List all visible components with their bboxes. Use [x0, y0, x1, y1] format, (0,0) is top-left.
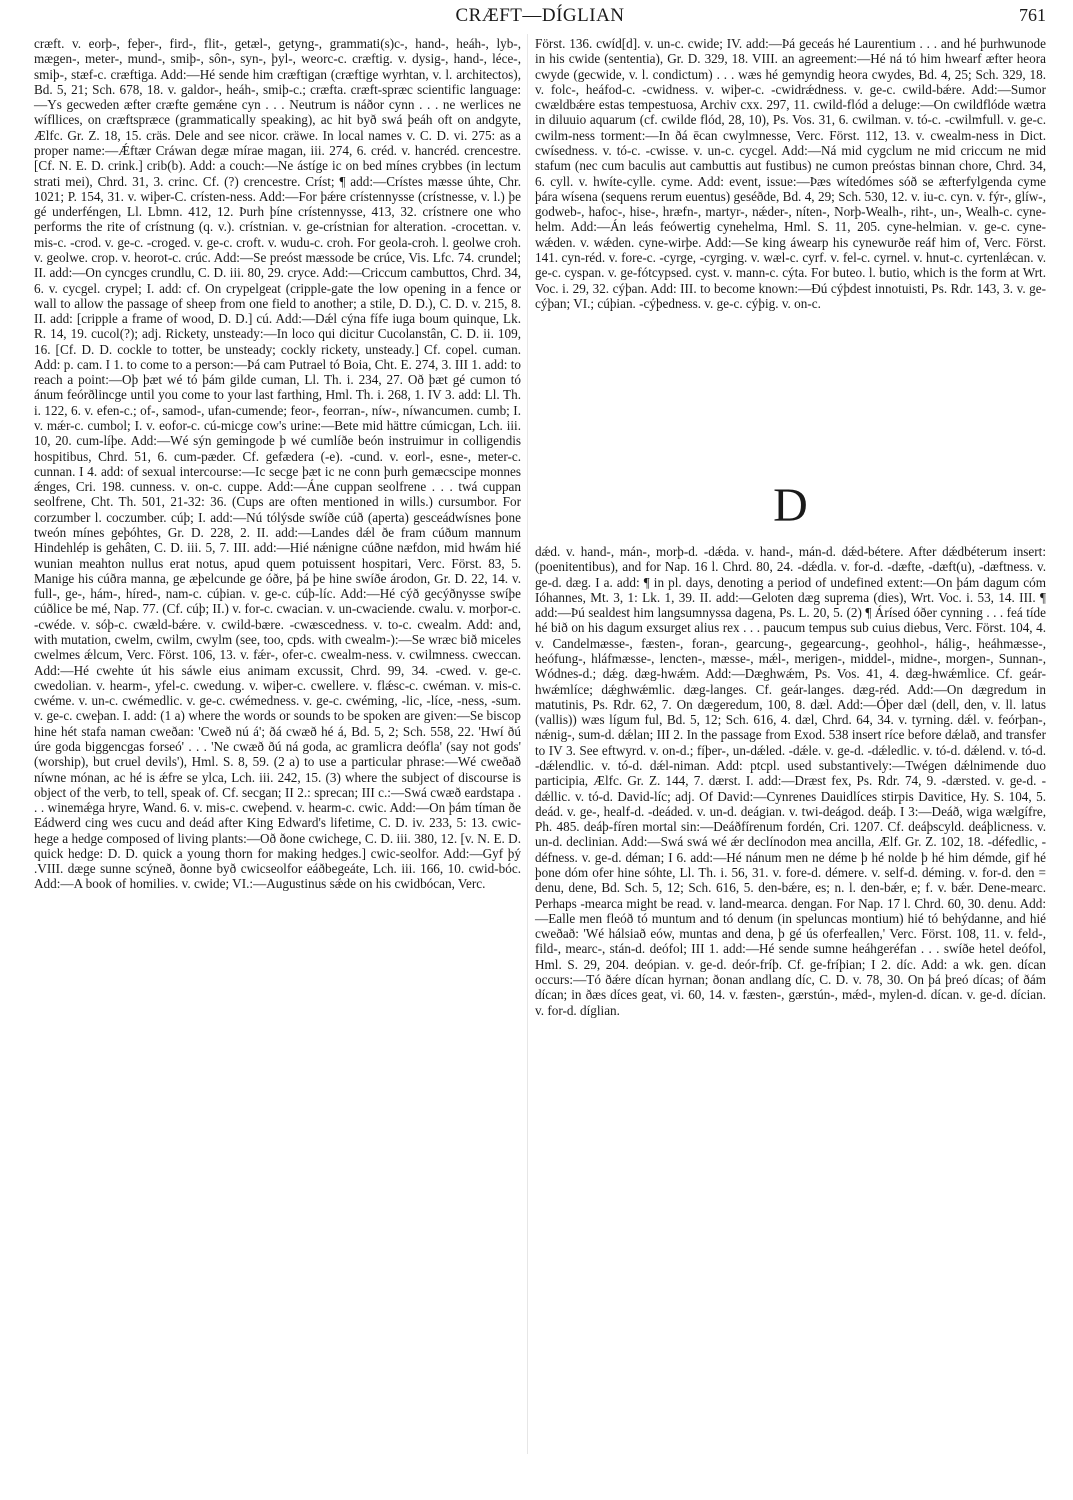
right-column [535, 36, 1046, 1018]
left-column-entries: cræft. v. eorþ-, feþer-, fird-, flit-, getæl-, getyng-, grammati(s)c-, hand-, heáh-, lyb-, mægen-, meter-, mund-, smiþ-, sôn-, syn-, þyl-, weorc-c. cræftig. v. dysig-, hand-, léce-, smiþ-, stæf-c. cræftiga. Add:—Hé sende him cræftigan (cræftige wyrhtan, v. l. architectos), Bd. 5, 21; Sch. 678, 18. v. galdor-, heáh-, smiþ-c.; cræfta. cræft-spræc scientific language:—Ys gecweden æfter cræfte gemǽne cyn . . . Neutrum is náðor cynn . . . ne werlices ne wífllices, on cræftspræce (grammatically speaking), ac hit byð swá þeáh oft on andgyte, Ælfc. Gr. Z. 18, 15. cräs. Dele and see nicor. cräwe. In local names v. C. D. vi. 275: as a proper name:—Ǽftær Cráwan degæ mírae magan, iii. 274, 6. créd. v. hancréd. crencestre. [Cf. N. E. D. crink.] crib(b). Add: a couch:—Ne ástíge ic on bed mínes crybbes (in lectum strati mei), Chrd. 31, 3. crinc. Cf. (?) crencestre. Críst; ¶ add:—Crístes mæsse úhte, Chr. 1021; P. 154, 31. v. wiþer-C. crísten-ness. Add:—For þǽre crístennysse (crístnesse, v. l.) þe gé underféngen, Ll. Lbmn. 412, 12. Þurh þíne crístennysse, 413, 32. crístnere one who performs the rite of crístnung (q. v.). crístnian. v. ge-crístnian for alteration. -crocettan. v. mis-c. -crod. v. ge-c. -croged. v. ge-c. croft. v. wudu-c. croh. For geola-croh. l. geolwe croh. v. geolwe. crop. v. heorot-c. crúc. Add:—Se preóst mæssode be crúce, Vis. Lfc. 74. crundel; II. add:—On cyncges crundlu, C. D. iii. 80, 29. cryce. Add:—Criccum cambuttos, Chrd. 34, 6. v. cycgel. crypel; I. add: cf. On crypelgeat (cripple-gate the low opening in a fence or wall to allow the passage of sheep from one field to another; a stile, D. D.), C. D. v. 215, 8. II. add: [cripple a frame of wood, D. D.] cú. Add:—Dǽl cýna fífe iuga boum quinque, Lk. R. 14, 19. cucol(?); adj. Rickety, unsteady:—In loco qui dicitur Cucolanstân, C. D. ii. 109, 16. [Cf. D. D. cockle to totter, be unsteady; cockly rickety, unsteady.] Cf. copel. cuman. Add: p. cam. I 1. to come to a person:—Þá cam Putrael tó Boia, Cht. E. 274, 3. III 1. add: to reach a point:—Oþ þæt wé tó þám gilde cuman, Ll. Th. i. 234, 27. Oð þæt gé cumon tó ánum feórðlincge until you come to your last farthing, Hml. Th. i. 268, 1. IV 3. add: Ll. Th. i. 122, 6. v. efen-c.; of-, samod-, ufan-cumende; feor-, feorran-, níw-, níwancumen. cumb; I. v. mǽr-c. cumbol; I. v. eofor-c. cú-micge cow's urine:—Bete mid hättre cúmicgan, Lch. iii. 10, 20. cum-líþe. Add:—Wé sýn gemingode þ wé cumlíðe beón instruimur in colligendis hospitibus, Chrd. 51, 6. cum-pæder. Cf. gefædera (-e). -cund. v. eorl-, esne-, meter-c. cunnan. I 4. add: of sexual intercourse:—Ic secge þæt ic ne conn þurh gemæcscipe monnes ǽnges, Cri. 198. cunness. v. on-c. cuppe. Add:—Áne cuppan seolfrene . . . twá cuppan seolfrene, Cht. Th. 501, 21-32: 36. (Cups are often mentioned in wills.) cursumbor. For corzumber l. coczumber. cúþ; I. add:—Nú tólýsde swíðe cúð (aperta) gesceádwísnes þone tweón mínes geþóhtes, Gr. D. 228, 2. II. add:—Landes dǽl ðe fram cúðum mannum Hindehlép is gehâten, C. D. iii. 5, 7. III. add:—Hié nǽnigne cúðne næfdon, mid hwám hié wunian meahton nullus erat notus, apud quem potuissent hospitari, Verc. Först. 83, 5. Manige his cúðra manna, ge æþelcunde ge óðre, þá þe hine swíðe árodon, Gr. D. 22, 14. v. full-, ge-, hám-, híred-, nam-c. cúþian. v. ge-c. cúþ-líc. Add:—Hé cýð gecýðnysse swíþe cúðlice be mé, Nap. 77. (Cf. cúþ; II.) v. for-c. cwacian. v. un-cwaciende. cwalu. v. morþor-c. -cwéde. v. sóþ-c. cwæld-bǽre. v. cwild-bære. -cwæscedness. v. to-c. cwealm. Add: and, with mutation, cwelm, cwilm, cwylm (see, too, cpds. with cwealm-):—Se wræc bið miceles cwelmes ǽlcum, Verc. Först. 106, 13. v. fǽr-, ofer-c. cwealm-ness. v. cwilmness. cweccan. Add:—Hé cwehte út his sáwle eius animam excussit, Chrd. 99, 34. -cwed. v. ge-c. cwedolian. v. hearm-, yfel-c. cwedung. v. wiþer-c. cwellere. v. flǽsc-c. cwéman. v. mis-c. cwéme. v. un-c. cwémedlic. v. ge-c. cwémedness. v. ge-c. cwéming, -lic, -líce, -ness, -sum. v. ge-c. cweþan. I. add: (1 a) where the words or sounds to be spoken are given:—Se biscop hine hét stafa naman cweðan: 'Cweð nú á'; ðá cwæð hé á, Bd. 5, 2; Sch. 558, 22. 'Hwí ðú úre goda biggencgas forseó' . . . 'Ne cwæð ðú ná goda, ac gramlicra deófla' (say not gods' (worship), but cruel devils'), Hml. S. 8, 59. (2 a) to use a particular phrase:—Wé cweðað níwne mónan, ac hé is ǽfre se ylca, Lch. iii. 242, 15. (3) where the subject of discourse is object of the verb, to tell, speak of. Cf. secgan; II 2.: sprecan; III c.:—Swá cwæð eardstapa . . . winemǽga hryre, Wand. 6. v. mis-c. cweþend. v. hearm-c. cwic. Add:—On þám tíman ðe Eádwerd cing wes cucu and deád after King Edward's lifetime, C. D. iv. 233, 5: 13. cwic-hege a hedge composed of living plants:—Oð ðone cwichege, C. D. iii. 380, 12. [v. N. E. D. quick hedge: D. D. quick a young thorn for making hedges.] cwic-seolfor. Add:—Gyf þý .VIII. dæge sunne scýneð, ðonne byð cwicseolfor eáðbegeáte, Lch. iii. 166, 10. cwid-bóc. Add:—A book of homilies. v. cwide; VI.:—Augustinus sǽde on his cwidbócan, Verc. [34, 36, 521, 892]
left-column [34, 36, 521, 892]
column-divider [527, 34, 528, 1454]
right-column-entries-bottom: dǽd. v. hand-, mán-, morþ-d. -dǽda. v. hand-, mán-d. dǽd-bétere. After dǽdbéterum insert: (poenitentibus), and for Nap. 16 l. Chrd. 80, 24. -dǽdla. v. for-d. -dæfte, -dæft(u), -dæftness. v. ge-d. dæg. I a. add: ¶ in pl. days, denoting a period of undefined extent:—On þám dagum cóm Ióhannes, Mt. 3, 1: Lk. 1, 39. II. add:—Geloten dæg suprema (dies), Wrt. Voc. i. 53, 14. III. ¶ add:—Þú sealdest him langsumnyssa dagena, Ps. L. 20, 5. (2) ¶ Árísed óðer cynning . . . feá tíde hé bið on his dagum exsurget alius rex . . . paucum tempus sub cuius diebus, Verc. Först. 104, 4. v. Candelmæsse-, fæsten-, foran-, gearcung-, gegearcung-, geohhol-, hálig-, heáhmæsse-, heófung-, hláfmæsse-, lencten-, mæsse-, mǽl-, merigen-, middel-, midne-, morgen-, Sunnan-, Wódnes-d.; dǽg. dæg-hwǽm. Add:—Dæghwǽm, Ps. Vos. 41, 4. dæg-hwǽmlice. Cf. geár-hwǽmlíce; dǽghwǽmlic. dæg-langes. Cf. geár-langes. dæg-réd. Add:—On dægredum in matutinis, Ps. Rdr. 62, 7. On dægeredum, 100, 8. dæl. Add:—Óþer dæl (dell, den, v. ll. latus (vallis)) wæs lígum ful, Bd. 5, 12; Sch. 616, 4. dæl, Chrd. 64, 34. v. tyrning. dǽl. v. feórþan-, nǽnig-, sum-d. dǽlan; III 2. In the passage from Exod. 538 insert ríce before dǽlað, and transfer to IV 3. See eftwyrd. v. on-d.; fíþer-, un-dǽled. -dǽle. v. ge-d. -dǽledlic. v. tó-d. dǽlend. v. tó-d. -dǽlendlic. v. tó-d. dǽl-niman. Add: ptcpl. used substantively:—Twégen dǽlnimende duo participia, Ælfc. Gr. Z. 144, 7. dærst. I. add:—Dræst fex, Ps. Rdr. 74, 9. -dærsted. v. ge-d. -dǽllic. v. tó-d. David-líc; adj. Of David:—Cynrenes Dauidlíces stirpis Davitice, Hy. S. 104, 5. deád. v. ge-, healf-d. -deáded. v. un-d. deágian. v. twi-deágod. deáþ. I 3:—Deáð, wiga wælgífre, Ph. 485. deáþ-fíren mortal sin:—Deáðfírenum fordén, Cri. 1207. Cf. deáþscyld. deáþlicness. v. un-d. declinian. Add:—Swá swá wé ǽr declínodon mea ancilla, Ælf. Gr. Z. 102, 18. -défedlic, -défness. v. ge-d. déman; I 6. add:—Hé nánum men ne déme þ hé nolde þ hé him démde, gif hé þone dóm ofer hine sóhte, Ll. Th. i. 56, 31. v. fore-d. démere. v. self-d. déming. v. for-d. den = denu, dene, Bd. Sch. 5, 12; Sch. 616, 5. den-bǽre, es; n. l. den-bǽr, e; f. v. bǽr. Dene-mearc. Perhaps -mearca might be read. v. land-mearca. dengan. For Nap. 17 l. Chrd. 60, 30. denu. Add:—Ealle men fleóð tó muntum and tó denum (in speluncas montium) hié tó behýdanne, and hié cweðað: 'Wé hálsiað eów, muntas and dena, þ gé ús oferfeallen,' Verc. Först. 108, 11. v. feld-, fild-, mearc-, stán-d. deófol; III 1. add:—Hé sende sumne heáhgeréfan . . . swíðe hetel deófol, Hml. S. 29, 204. deópian. v. ge-d. deór-fríþ. Cf. ge-fríþian; I 2. díc. Add: a wk. gen. dícan occurs:—Tó ðǽre dícan hyrnan; ðonan andlang díc, C. D. v. 78, 30. On þá þreó dícas; of ðám dícan; in ðæs díces geat, vi. 60, 14. v. fæsten-, gærstún-, mǽd-, mylen-d. dícan. v. ge-d. dícian. v. for-d. díglian. [535, 544, 1046, 1018]
running-title: CRÆFT—DÍGLIAN [455, 5, 625, 26]
right-column-entries-top: Först. 136. cwíd[d]. v. un-c. cwide; IV. add:—Þá geceás hé Laurentium . . . and hé þurhwunode in his cwide (sententia), Gr. D. 329, 18. VIII. an agreement:—Hé ná tó him hwearf æfter heora cwyde (gecwide, v. l. condictum) . . . wæs hé gemyndig heora cwydes, Bd. 4, 25; Sch. 329, 18. v. folc-, heáfod-c. -cwidness. v. wiþer-c. -cwidrǽdness. v. ge-c. cwild-bǽre. Add:—Sumor cwældbǽre estas tempestuosa, Archiv cxx. 297, 11. cwild-flód a deluge:—On cwildflóde wætra in diluuio aquarum (cf. cwilde flód, 28, 10), Ps. Vos. 31, 6. cwilman. v. tó-c. -cwilmfull. v. ge-c. cwilm-ness torment:—In ðá ēcan cwylmnesse, Verc. Först. 112, 13. v. cwealm-ness in Dict. cwísedness. v. tó-c. -cwisse. v. un-c. cycgel. Add:—Ná mid cygclum ne mid criccum ne mid stafum (nec cum baculis aut cambuttis aut fustibus) ne cumon preóstas binnan chore, Chrd. 34, 6. cyll. v. hwíte-cylle. cyme. Add: event, issue:—Þæs wítedómes sóð se æfterfylgenda cyme þára wísena (sequens rerum euentus) geséðde, Bd. 4, 29; Sch. 530, 12. v. iu-c. cyn. v. fýr-, glíw-, godweb-, hafoc-, hise-, hræfn-, martyr-, nǽder-, níten-, Norþ-Wealh-, riht-, un-, Wealh-c. cyne-helm. Add:—Án leás feówertig cynehelma, Hml. S. 11, 205. cyne-helmian. v. ge-c. cyne-wǽden. v. wǽden. cyne-wirþe. Add:—Se king áwearp his cynewurðe reáf him of, Verc. Först. 141. cyn-réd. v. fore-c. -cyrge, -cyrging. v. wæl-c. cyrf. v. fel-c. cyrnel. v. hnut-c. cyrtenlǽcan. v. ge-c. cyspan. v. ge-fótcypsed. cyst. v. mann-c. cýta. For buteo. l. butio, which is the form at Wrt. Voc. i. 29, 32. cýþan. Add: III. to become known:—Ðú cýþdest innotuisti, Ps. Rdr. 143, 3. v. ge-cýþan; VI.; cúþian. -cýþedness. v. ge-c. cýþig. v. on-c. [535, 36, 1046, 311]
section-letter-heading: D [773, 479, 808, 533]
page-number: 761 [1019, 5, 1046, 25]
section-spacer [535, 311, 1046, 476]
page-header [34, 4, 1046, 30]
